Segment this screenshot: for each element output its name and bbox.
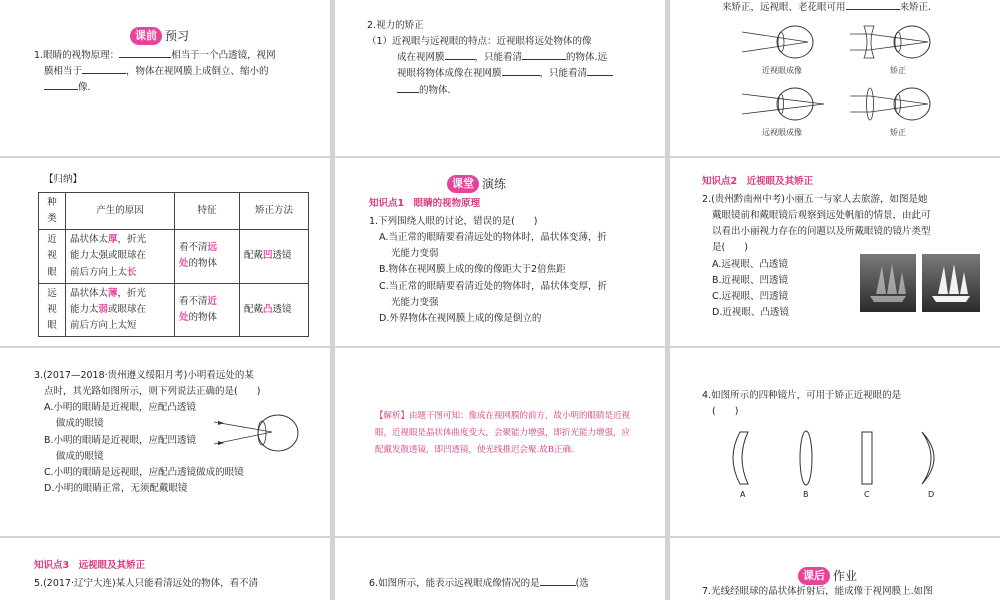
heading-pill: 课堂 xyxy=(447,175,479,193)
table-cell-cause: 晶状体太薄，折光 能力太弱或眼球在 前后方向上太短 xyxy=(66,283,175,336)
heading-label: 演练 xyxy=(482,177,507,191)
option-b[interactable]: B.近视眼、凹透镜 xyxy=(712,274,789,286)
panel-question-3 xyxy=(0,348,330,536)
question-2-choice: 2.(贵州黔南州中考)小丽五一与家人去旅游，如图是她 戴眼镜前和戴眼镜后观察到远处帆船的情景，由此可 以看出小丽视力存在的问题以及所戴眼镜的镜片类型 是( ) A.远视眼、凸透镜 B.近视眼、凹透镜 C.远视眼、凹透镜 D.近视眼、凸透镜 xyxy=(702,192,992,321)
table-cell-fix: 配戴凸透镜 xyxy=(240,283,309,336)
option-a[interactable]: A.远视眼、凸透镜 xyxy=(712,258,788,270)
panel-hyperopia-question xyxy=(0,538,330,600)
section-heading-classroom xyxy=(447,174,506,194)
panel-classroom-practice xyxy=(335,158,665,346)
table-row xyxy=(39,283,309,336)
option-b[interactable]: B.小明的眼睛是近视眼，应配凹透镜 xyxy=(44,434,197,446)
question-7: 7.光线经眼球的晶状体折射后，能成像于视网膜上.如图 xyxy=(702,586,933,597)
lens-d-meniscus[interactable] xyxy=(922,432,934,484)
table-cell-type: 远 视 眼 xyxy=(39,283,66,336)
heading-label: 作业 xyxy=(833,569,858,583)
lens-label-a: A xyxy=(740,490,746,499)
question-4: 4.如图所示的四种镜片，可用于矫正近视眼的是 ( ) xyxy=(702,390,902,418)
table-header-row xyxy=(39,193,309,230)
section-heading-preview xyxy=(130,26,189,46)
lens-options-diagram xyxy=(726,428,956,498)
table-cell-type: 近 视 眼 xyxy=(39,230,66,283)
panel-vision-correction xyxy=(335,0,665,156)
panel-question-6 xyxy=(335,538,665,600)
question-6: 6.如图所示，能表示远视眼成像情况的是 (选 xyxy=(369,578,589,589)
summary-title: 【归纳】 xyxy=(44,174,83,185)
hyperopia-imaging-diagram xyxy=(740,82,830,124)
table-cell-feature: 看不清远 处的物体 xyxy=(175,230,240,283)
option-d[interactable]: D.近视眼、凸透镜 xyxy=(712,306,789,318)
caption-myopia: 近视眼成像 xyxy=(762,66,802,75)
lens-c-flat[interactable] xyxy=(862,432,872,484)
panel-question-4 xyxy=(670,348,1000,536)
lens-a-concave[interactable] xyxy=(733,432,748,484)
table-header: 产生的原因 xyxy=(66,193,175,230)
table-cell-feature: 看不清近 处的物体 xyxy=(175,283,240,336)
panel-eye-diagrams xyxy=(670,0,1000,156)
question-3-choice: 3.(2017—2018·贵州遵义绥阳月考)小明看远处的某 点时，其光路如图所示，则下列说法正确的是( ) A.小明的眼睛是近视眼，应配凸透镜 做成的眼镜 B.小明的眼睛是近视眼，应配凹透镜 做成的眼镜 C.小明的眼睛是远视眼，应配凸透镜做成的眼镜 D.小明的眼睛正常，无须配戴眼镜 xyxy=(34,368,324,497)
option-a[interactable]: A.当正常的眼睛要看清远处的物体时，晶状体变薄，折 xyxy=(379,232,607,244)
analysis-text: 【解析】由题干图可知：像成在视网膜的前方，故小明的眼睛是近视眼，近视眼是晶状体曲度变大，会聚能力增强，即折光能力增强，应配戴发散透镜，即凹透镜，使光线推迟会聚.故B正确. xyxy=(375,411,631,455)
question-1: 1.眼睛的视物原理： 相当于一个凸透镜，视网 膜相当于 ，物体在视网膜上成倒立、缩小的 像. xyxy=(34,50,276,94)
table-header: 矫正方法 xyxy=(240,193,309,230)
question-5: 5.(2017·辽宁大连)某人只能看清远处的物体，看不清 xyxy=(34,578,259,589)
panel-preview xyxy=(0,0,330,156)
myopia-imaging-diagram xyxy=(740,20,830,62)
panel-homework xyxy=(670,538,1000,600)
option-d[interactable]: D.小明的眼睛正常，无须配戴眼镜 xyxy=(44,482,188,494)
option-c[interactable]: C.当正常的眼睛要看清近处的物体时，晶状体变厚，折 xyxy=(379,280,608,292)
panel-analysis xyxy=(335,348,665,536)
question-2: 2.视力的矫正 （1）近视眼与远视眼的特点：近视眼将远处物体的像 成在视网膜 ，只能看清 的物体.远 视眼将物体成像在视网膜 ，只能看清 的物体. xyxy=(367,18,657,99)
eye-light-path-diagram xyxy=(212,408,312,458)
table-header: 种类 xyxy=(39,193,66,230)
knowledge-point-1: 知识点1 眼睛的视物原理 xyxy=(369,198,481,209)
caption-correction-2: 矫正 xyxy=(890,128,906,137)
correction-text: 来矫正，远视眼、老花眼可用 来矫正. xyxy=(722,2,932,13)
question-1-choice: 1.下列围绕人眼的讨论，错误的是( ) A.当正常的眼睛要看清远处的物体时，晶状体变薄，折 光能力变弱 B.物体在视网膜上成的像的像距大于2倍焦距 C.当正常的眼睛要看清近处的物体时，晶状体变厚，折 光能力变强 D.外界物体在视网膜上成的像是倒立的 xyxy=(369,214,659,327)
heading-pill: 课后 xyxy=(798,567,830,585)
option-d[interactable]: D.外界物体在视网膜上成的像是倒立的 xyxy=(379,312,542,324)
knowledge-point-3: 知识点3 远视眼及其矫正 xyxy=(34,560,146,571)
lens-label-b: B xyxy=(803,490,809,499)
table-row xyxy=(39,230,309,283)
summary-table xyxy=(38,192,309,337)
table-cell-fix: 配戴凹透镜 xyxy=(240,230,309,283)
lens-label-c: C xyxy=(864,490,870,499)
option-c[interactable]: C.小明的眼睛是远视眼，应配凸透镜做成的眼镜 xyxy=(44,466,244,478)
table-cell-cause: 晶状体太厚，折光 能力太强或眼球在 前后方向上太长 xyxy=(66,230,175,283)
hyperopia-correction-diagram xyxy=(850,82,940,124)
sailboat-photos xyxy=(860,254,980,312)
table-header: 特征 xyxy=(175,193,240,230)
caption-correction-1: 矫正 xyxy=(890,66,906,75)
option-b[interactable]: B.物体在视网膜上成的像的像距大于2倍焦距 xyxy=(379,264,566,276)
knowledge-point-2: 知识点2 近视眼及其矫正 xyxy=(702,176,814,187)
lens-label-d: D xyxy=(928,490,935,499)
panel-summary-table xyxy=(0,158,330,346)
myopia-correction-diagram xyxy=(850,20,940,62)
panel-myopia-question xyxy=(670,158,1000,346)
caption-hyperopia: 远视眼成像 xyxy=(762,128,802,137)
lens-b-convex[interactable] xyxy=(800,431,812,485)
option-c[interactable]: C.远视眼、凹透镜 xyxy=(712,290,789,302)
heading-pill: 课前 xyxy=(130,27,162,45)
heading-label: 预习 xyxy=(165,29,190,43)
option-a[interactable]: A.小明的眼睛是近视眼，应配凸透镜 xyxy=(44,402,196,414)
